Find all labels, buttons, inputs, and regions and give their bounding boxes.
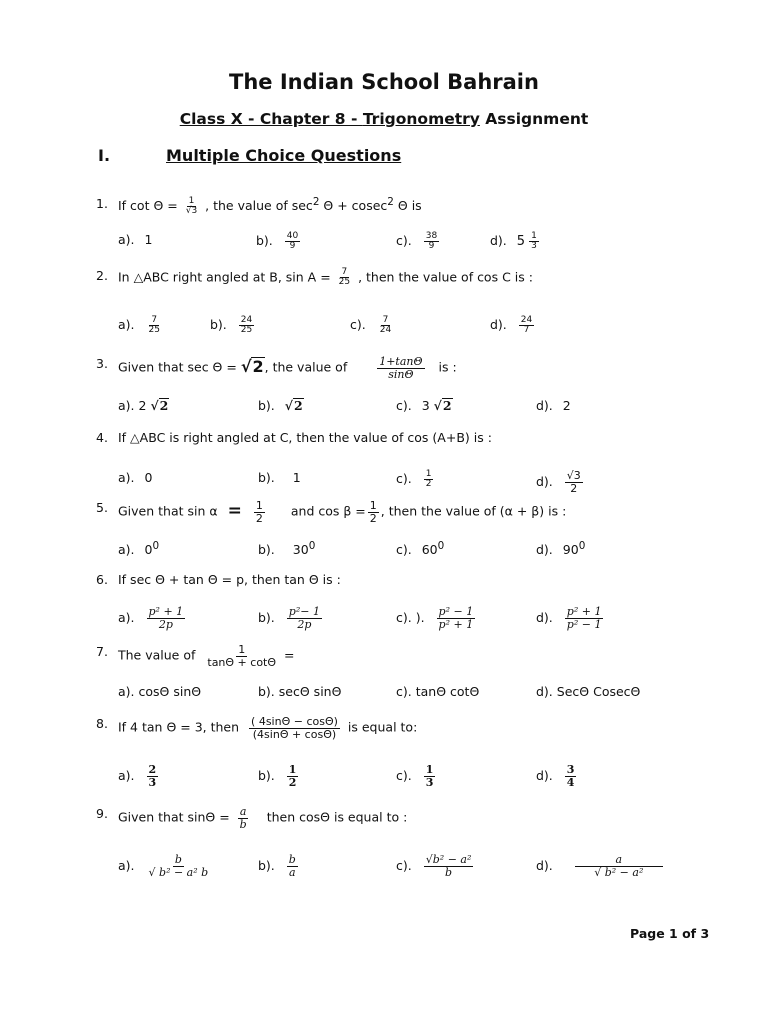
option-value: 2 — [562, 398, 571, 413]
option-label: d). — [536, 767, 553, 783]
option-b — [258, 606, 324, 630]
fraction — [205, 644, 278, 668]
fraction — [437, 606, 476, 630]
fraction — [254, 500, 265, 524]
fraction — [147, 316, 162, 336]
option-label: d). — [536, 473, 553, 489]
option-label: d). — [536, 542, 553, 558]
question-stem — [118, 356, 457, 380]
question-number: 4. — [96, 430, 108, 445]
fraction — [287, 764, 299, 788]
question-stem — [118, 500, 566, 524]
option-c — [350, 316, 395, 336]
option-b — [256, 232, 302, 252]
fraction-denominator: 25 — [338, 277, 351, 288]
option-label: a). — [118, 398, 135, 413]
option-b — [258, 470, 301, 485]
question-stem: If △ABC is right angled at C, then the value of cos (A+B) is : — [118, 430, 492, 445]
fraction-numerator: a — [575, 854, 663, 867]
radicand: 2 — [294, 398, 303, 413]
option-c — [396, 764, 437, 788]
fraction — [529, 232, 539, 252]
fraction-numerator: 24 — [520, 315, 533, 325]
subtitle-topic: Trigonometry — [362, 110, 480, 128]
option-c — [396, 398, 453, 413]
stem-text: = — [284, 647, 295, 663]
option-value: 30 — [292, 542, 309, 558]
option-b — [258, 684, 341, 699]
fraction-denominator: b — [239, 817, 247, 831]
fraction — [424, 764, 436, 788]
assignment-subtitle — [0, 110, 768, 128]
option-value: 1 — [144, 232, 153, 247]
coefficient: 2 — [138, 398, 147, 413]
question-number: 3. — [96, 356, 108, 371]
option-value: 0 — [144, 542, 153, 558]
fraction — [184, 197, 199, 217]
fraction-denominator: 4 — [566, 775, 575, 789]
fraction-numerator: 1 — [238, 643, 246, 656]
square-root: √ 2 — [240, 356, 264, 376]
fraction-numerator: 1+tanΘ — [379, 355, 423, 368]
option-value: 90 — [562, 542, 579, 558]
fraction-numerator: 7 — [341, 267, 348, 277]
fraction-numerator: √3 — [566, 469, 581, 482]
option-d — [536, 606, 605, 630]
option-b — [258, 854, 300, 878]
option-a — [118, 764, 160, 788]
fraction-denominator: (4sinΘ + cosΘ) — [252, 727, 337, 741]
fraction-denominator: 25 — [240, 325, 253, 336]
option-a — [118, 606, 187, 630]
stem-text: If cot Θ = — [118, 198, 182, 214]
option-label: c). — [350, 317, 366, 333]
question-number: 5. — [96, 500, 108, 515]
option-label: b). — [258, 470, 275, 485]
question-number: 8. — [96, 716, 108, 731]
option-d — [490, 232, 541, 252]
whole-part: 5 — [516, 234, 526, 250]
question-stem — [118, 644, 295, 668]
fraction-denominator: √ b² − a² — [594, 865, 644, 879]
option-label: c). — [396, 398, 412, 413]
fraction — [287, 854, 298, 878]
option-c — [396, 606, 477, 630]
fraction-numerator: 1 — [425, 763, 434, 776]
fraction-denominator: 24 — [379, 325, 392, 336]
option-d — [490, 316, 536, 336]
option-label: b). — [258, 857, 275, 873]
coefficient: 3 — [421, 398, 430, 413]
options-4 — [118, 470, 678, 500]
degree-superscript: 0 — [152, 540, 160, 552]
option-value: 0 — [144, 470, 153, 485]
fraction — [287, 606, 322, 630]
fraction-numerator: 1 — [531, 231, 537, 241]
question-number: 2. — [96, 268, 108, 283]
option-c — [396, 854, 475, 878]
square-root: √ 2 — [284, 398, 303, 413]
fraction-denominator: 2p — [297, 617, 312, 631]
option-label: b). — [258, 767, 275, 783]
fraction-denominator: 3 — [425, 775, 434, 789]
question-stem — [118, 268, 533, 288]
option-a — [118, 540, 159, 557]
question-number: 7. — [96, 644, 108, 659]
fraction-denominator: a — [289, 865, 296, 879]
option-d — [536, 398, 571, 413]
stem-text: is : — [438, 359, 457, 375]
option-label: a). — [118, 767, 135, 783]
fraction-numerator: p² + 1 — [566, 605, 602, 618]
fraction — [238, 806, 249, 830]
option-a — [118, 398, 169, 413]
option-label: a). — [118, 232, 135, 247]
option-a — [118, 232, 152, 247]
fraction — [337, 268, 352, 288]
fraction-numerator: 1 — [369, 499, 377, 512]
option-label: a). — [118, 857, 135, 873]
option-d — [536, 470, 585, 494]
question-stem — [118, 196, 422, 217]
option-b — [258, 398, 304, 413]
option-label: d). — [490, 233, 507, 249]
option-label: d). — [490, 317, 507, 333]
fraction-numerator: 2 — [148, 763, 157, 776]
superscript: 2 — [312, 196, 320, 208]
option-label: d). — [536, 684, 553, 699]
square-root: √ 2 — [150, 398, 169, 413]
option-label: b). — [258, 684, 275, 699]
fraction — [424, 854, 474, 878]
stem-text: , the value of — [264, 359, 348, 375]
fraction-denominator: 9 — [428, 241, 435, 252]
fraction-numerator: 7 — [151, 315, 158, 325]
fraction-denominator: tanΘ + cotΘ — [207, 655, 277, 669]
fraction-numerator: 7 — [382, 315, 389, 325]
options-3 — [118, 398, 678, 428]
fraction — [378, 316, 393, 336]
fraction-denominator: √3 — [185, 206, 198, 217]
stem-text: , then the value of (α + β) is : — [380, 503, 567, 519]
fraction-numerator: p² − 1 — [438, 605, 474, 618]
fraction — [565, 764, 577, 788]
fraction-numerator: 1 — [255, 499, 263, 512]
stem-text: The value of — [118, 647, 196, 663]
section-number: I. — [98, 146, 111, 165]
option-value: 1 — [292, 470, 301, 485]
option-b — [258, 764, 300, 788]
option-label: a). — [118, 470, 135, 485]
degree-superscript: 0 — [308, 540, 316, 552]
fraction-numerator: 1 — [425, 469, 432, 479]
stem-text: Θ + cosec — [319, 198, 388, 214]
stem-text: is equal to: — [347, 719, 418, 735]
fraction-denominator: p² − 1 — [566, 617, 602, 631]
stem-text: If 4 tan Θ = 3, then — [118, 719, 240, 735]
fraction-numerator: b — [174, 853, 182, 866]
fraction — [519, 316, 534, 336]
option-c — [396, 232, 441, 252]
option-a — [118, 470, 152, 485]
section-title: Multiple Choice Questions — [166, 146, 402, 165]
option-d — [536, 684, 640, 699]
option-label: a). — [118, 317, 135, 333]
fraction — [377, 356, 424, 380]
stem-text: Given that sinΘ = — [118, 809, 234, 825]
fraction-denominator: 2 — [425, 479, 432, 490]
fraction-denominator: b — [445, 865, 453, 879]
fraction-denominator: 3 — [148, 775, 157, 789]
option-d — [536, 764, 578, 788]
option-c — [396, 470, 435, 490]
option-label: c). — [396, 684, 412, 699]
fraction — [249, 716, 340, 740]
fraction-numerator: 3 — [566, 763, 575, 776]
fraction-numerator: p² + 1 — [148, 605, 184, 618]
option-label: d). — [536, 609, 553, 625]
option-b — [210, 316, 256, 336]
fraction — [424, 470, 434, 490]
option-label: c). — [396, 857, 412, 873]
question-stem: If sec Θ + tan Θ = p, then tan Θ is : — [118, 572, 341, 587]
fraction-numerator: 40 — [286, 231, 299, 241]
fraction — [285, 232, 300, 252]
mixed-number — [517, 232, 541, 252]
equals-sign: = — [227, 500, 242, 521]
fraction — [424, 232, 439, 252]
fraction-numerator: √b² − a² — [425, 853, 472, 866]
options-9 — [118, 854, 678, 884]
option-label: b). — [258, 609, 275, 625]
question-number: 1. — [96, 196, 108, 211]
degree-superscript: 0 — [437, 540, 445, 552]
option-d — [536, 540, 585, 557]
fraction — [239, 316, 254, 336]
stem-text: , then the value of cos C is : — [354, 269, 533, 285]
option-a — [118, 316, 164, 336]
options-7 — [118, 684, 678, 714]
option-label: b). — [258, 398, 275, 413]
option-value: secΘ sinΘ — [278, 684, 342, 699]
school-title: The Indian School Bahrain — [229, 70, 539, 94]
degree-superscript: 0 — [578, 540, 586, 552]
option-d — [536, 854, 665, 878]
fraction-denominator: 2 — [288, 775, 297, 789]
fraction-denominator: 2p — [158, 617, 173, 631]
options-5 — [118, 540, 678, 570]
fraction — [565, 606, 604, 630]
question-stem — [118, 716, 417, 740]
section-heading — [98, 146, 401, 165]
option-value: cosΘ sinΘ — [138, 684, 202, 699]
question-number: 9. — [96, 806, 108, 821]
subtitle-chapter: Class X - Chapter 8 - — [179, 110, 363, 128]
fraction — [575, 854, 663, 878]
fraction-numerator: 38 — [425, 231, 438, 241]
option-label: d). — [536, 398, 553, 413]
option-label: d). — [536, 857, 553, 873]
fraction-denominator: p² + 1 — [438, 617, 474, 631]
fraction — [147, 606, 186, 630]
option-a — [118, 684, 201, 699]
fraction-numerator: a — [239, 805, 247, 818]
option-label: c). — [396, 542, 412, 558]
option-c — [396, 540, 444, 557]
options-2 — [118, 316, 678, 346]
radicand: 2 — [159, 398, 169, 413]
fraction — [565, 470, 583, 494]
option-label: c). — [396, 471, 412, 487]
fraction-numerator: p²− 1 — [288, 605, 320, 618]
option-label: c). — [396, 767, 412, 783]
fraction-numerator: 1 — [188, 195, 195, 206]
option-c — [396, 684, 479, 699]
fraction — [147, 854, 211, 878]
fraction-numerator: 1 — [288, 763, 297, 776]
stem-text: Given that sec Θ = — [118, 359, 241, 375]
fraction-denominator: 2 — [369, 511, 377, 525]
fraction-numerator: 24 — [240, 315, 253, 325]
square-root: √ 2 — [433, 398, 452, 413]
option-label: c). — [396, 233, 412, 249]
fraction-denominator: 7 — [523, 325, 530, 336]
superscript: 2 — [387, 196, 394, 208]
option-label: b). — [258, 542, 275, 558]
option-label: b). — [210, 317, 227, 333]
fraction-numerator: b — [288, 853, 296, 866]
stem-text: Θ is — [393, 198, 422, 214]
options-6 — [118, 606, 678, 636]
page-number: Page 1 of 3 — [630, 926, 710, 941]
option-label: a). — [118, 609, 135, 625]
radicand: 2 — [442, 398, 452, 413]
fraction-numerator: ( 4sinΘ − cosΘ) — [251, 715, 338, 728]
option-label: b). — [256, 233, 273, 249]
fraction-denominator: 25 — [148, 325, 160, 336]
option-label: a). — [118, 542, 135, 558]
fraction-denominator: 3 — [531, 241, 537, 252]
fraction-denominator: 2 — [255, 511, 263, 525]
question-number: 6. — [96, 572, 108, 587]
fraction — [368, 500, 379, 524]
option-label: c). ). — [396, 609, 425, 625]
option-value: tanΘ cotΘ — [415, 684, 480, 699]
fraction-denominator: 2 — [570, 481, 578, 495]
fraction-denominator: 9 — [289, 241, 296, 252]
fraction — [147, 764, 159, 788]
stem-text: then cosΘ is equal to : — [266, 809, 408, 825]
option-value: 60 — [421, 542, 438, 558]
option-a — [118, 854, 212, 878]
stem-text: and cos β = — [290, 503, 366, 519]
radicand: 2 — [252, 356, 264, 376]
option-b — [258, 540, 315, 557]
fraction-denominator: sinΘ — [388, 367, 414, 381]
option-value: SecΘ CosecΘ — [556, 684, 641, 699]
stem-text: Given that sin α — [118, 503, 222, 519]
fraction-denominator: √ b² − a² b — [148, 865, 209, 879]
stem-text: , the value of sec — [201, 198, 313, 214]
subtitle-suffix: Assignment — [479, 110, 589, 128]
option-label: a). — [118, 684, 135, 699]
options-1 — [118, 232, 678, 262]
question-stem — [118, 806, 407, 830]
options-8 — [118, 764, 678, 794]
stem-text: In △ABC right angled at B, sin A = — [118, 269, 335, 285]
